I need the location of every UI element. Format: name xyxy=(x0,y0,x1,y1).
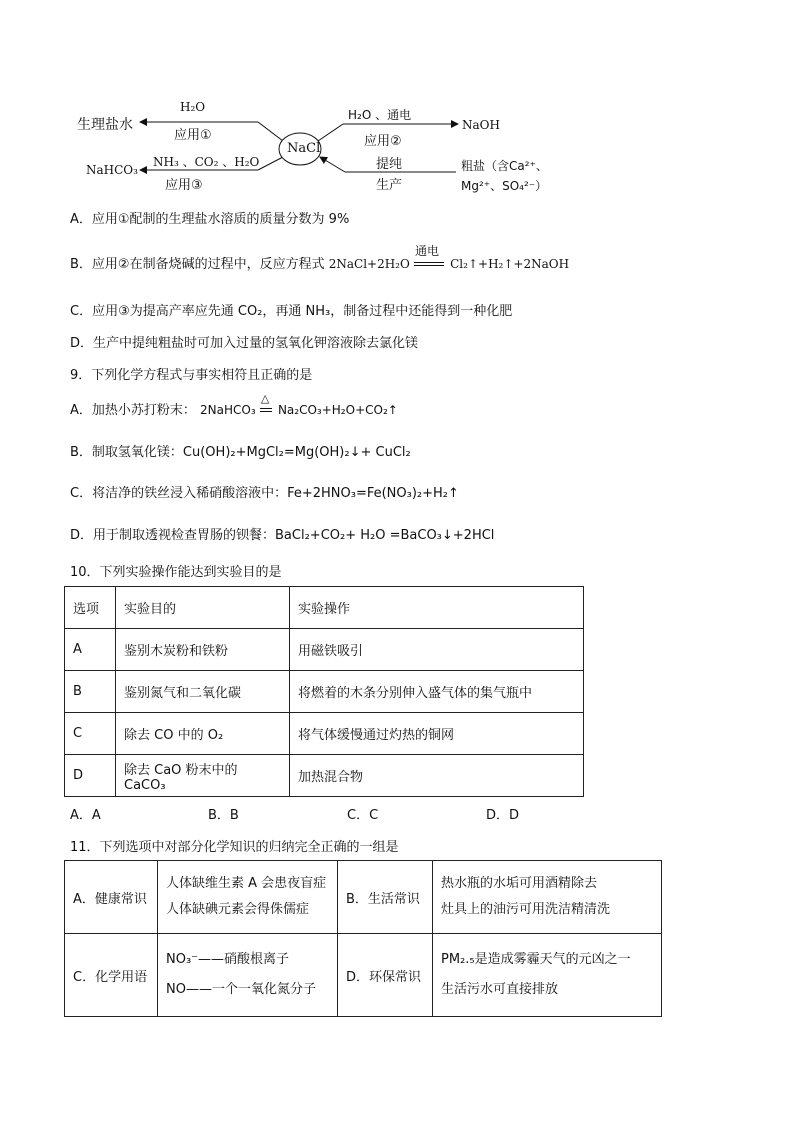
saline-reagent: H₂O xyxy=(180,100,206,114)
app3-label: 应用③ xyxy=(165,178,203,193)
table-row xyxy=(65,671,584,713)
production-label: 生产 xyxy=(376,178,403,193)
table-cell-label: C．化学用语 xyxy=(65,934,158,1017)
table-cell: 用磁铁吸引 xyxy=(290,629,584,671)
table-header-row xyxy=(65,587,584,629)
table-row xyxy=(65,934,662,1017)
nacl-flow-diagram xyxy=(0,0,794,200)
crude-salt-line2: Mg²⁺、SO₄²⁻） xyxy=(461,179,548,193)
table-row xyxy=(65,629,584,671)
saline-label: 生理盐水 xyxy=(77,117,133,133)
q9-a-right: Na₂CO₃+H₂O+CO₂↑ xyxy=(277,403,398,417)
q8-b-eq-cond: 通电 xyxy=(414,244,439,258)
q9-stem: 9．下列化学方程式与事实相符且正确的是 xyxy=(70,368,313,383)
table-header-cell: 实验目的 xyxy=(116,587,290,629)
table-header-cell: 实验操作 xyxy=(290,587,584,629)
q9-option-d: D．用于制取透视检查胃肠的钡餐：BaCl₂+CO₂+ H₂O =BaCO₃↓+2HCl xyxy=(70,528,495,543)
table-cell xyxy=(433,861,662,934)
q9-a-left: 2NaHCO₃ xyxy=(200,403,256,417)
q10-choice-a: A．A xyxy=(70,808,101,823)
q10-table xyxy=(64,586,584,797)
cell-line: 灶具上的油污可用洗洁精清洗 xyxy=(441,902,611,917)
table-cell: A xyxy=(65,629,116,671)
q11-stem: 11．下列选项中对部分化学知识的归纳完全正确的一组是 xyxy=(70,840,399,855)
q8-b-eq-arrow xyxy=(414,244,446,268)
q11-table xyxy=(64,860,662,1017)
table-row xyxy=(65,713,584,755)
q8-option-c: C．应用③为提高产率应先通 CO₂，再通 NH₃，制备过程中还能得到一种化肥 xyxy=(70,304,513,319)
cell-line: 人体缺碘元素会得侏儒症 xyxy=(166,902,310,917)
cell-line: 热水瓶的水垢可用酒精除去 xyxy=(441,876,598,891)
table-row xyxy=(65,861,662,934)
table-cell: 鉴别氮气和二氧化碳 xyxy=(116,671,290,713)
q8-option-a: A．应用①配制的生理盐水溶质的质量分数为 9% xyxy=(70,212,350,227)
table-cell-label: D．环保常识 xyxy=(338,934,433,1017)
q8-option-d: D．生产中提纯粗盐时可加入过量的氢氧化钾溶液除去氯化镁 xyxy=(70,336,419,351)
app2-label: 应用② xyxy=(364,134,402,149)
center-nacl: NaCl xyxy=(287,141,321,156)
table-cell: B xyxy=(65,671,116,713)
q10-stem: 10．下列实验操作能达到实验目的是 xyxy=(70,565,282,580)
table-cell: 除去 CO 中的 O₂ xyxy=(116,713,290,755)
cell-line: NO——一个一氧化氮分子 xyxy=(166,982,316,997)
table-cell-label: B．生活常识 xyxy=(338,861,433,934)
table-cell: D xyxy=(65,755,116,797)
naoh-reagent: H₂O 、通电 xyxy=(348,108,412,122)
purify-label: 提纯 xyxy=(376,157,403,172)
table-cell: 除去 CaO 粉末中的 CaCO₃ xyxy=(116,755,290,797)
q9-option-a xyxy=(70,392,398,418)
nahco3-label: NaHCO₃ xyxy=(86,163,138,177)
crude-salt-line1: 粗盐（含Ca²⁺、 xyxy=(461,159,548,173)
table-cell: 将燃着的木条分别伸入盛气体的集气瓶中 xyxy=(290,671,584,713)
table-cell: 鉴别木炭粉和铁粉 xyxy=(116,629,290,671)
table-cell xyxy=(433,934,662,1017)
cell-line: 人体缺维生素 A 会患夜盲症 xyxy=(166,876,327,891)
table-cell xyxy=(158,861,338,934)
table-cell: 加热混合物 xyxy=(290,755,584,797)
cell-line: NO₃⁻——硝酸根离子 xyxy=(166,952,290,967)
q9-a-cond: △ xyxy=(260,392,270,405)
table-row xyxy=(65,755,584,797)
q8-b-prefix: B．应用②在制备烧碱的过程中，反应方程式 xyxy=(70,257,325,272)
arrow-from-crude-salt xyxy=(320,157,345,172)
table-header-cell: 选项 xyxy=(65,587,116,629)
q9-option-b: B．制取氢氧化镁：Cu(OH)₂+MgCl₂=Mg(OH)₂↓+ CuCl₂ xyxy=(70,445,411,460)
q8-option-b xyxy=(70,244,570,272)
nahco3-reagent: NH₃ 、CO₂ 、H₂O xyxy=(153,155,260,169)
q10-choice-c: C．C xyxy=(347,808,379,823)
table-cell xyxy=(158,934,338,1017)
cell-line: 生活污水可直接排放 xyxy=(441,982,559,997)
table-cell: 将气体缓慢通过灼热的铜网 xyxy=(290,713,584,755)
q8-b-eq-right: Cl₂↑+H₂↑+2NaOH xyxy=(450,257,570,271)
table-cell: C xyxy=(65,713,116,755)
app1-label: 应用① xyxy=(174,128,212,143)
cell-line: PM₂.₅是造成雾霾天气的元凶之一 xyxy=(441,952,631,967)
q8-b-eq-left: 2NaCl+2H₂O xyxy=(328,257,410,271)
q10-choice-d: D．D xyxy=(486,808,520,823)
q9-a-arrow xyxy=(260,392,274,414)
q10-choice-b: B．B xyxy=(208,808,239,823)
naoh-label: NaOH xyxy=(462,118,500,132)
q9-a-prefix: A．加热小苏打粉末： xyxy=(70,403,196,418)
q9-option-c: C．将洁净的铁丝浸入稀硝酸溶液中：Fe+2HNO₃=Fe(NO₃)₂+H₂↑ xyxy=(70,486,459,501)
table-cell-label: A．健康常识 xyxy=(65,861,158,934)
